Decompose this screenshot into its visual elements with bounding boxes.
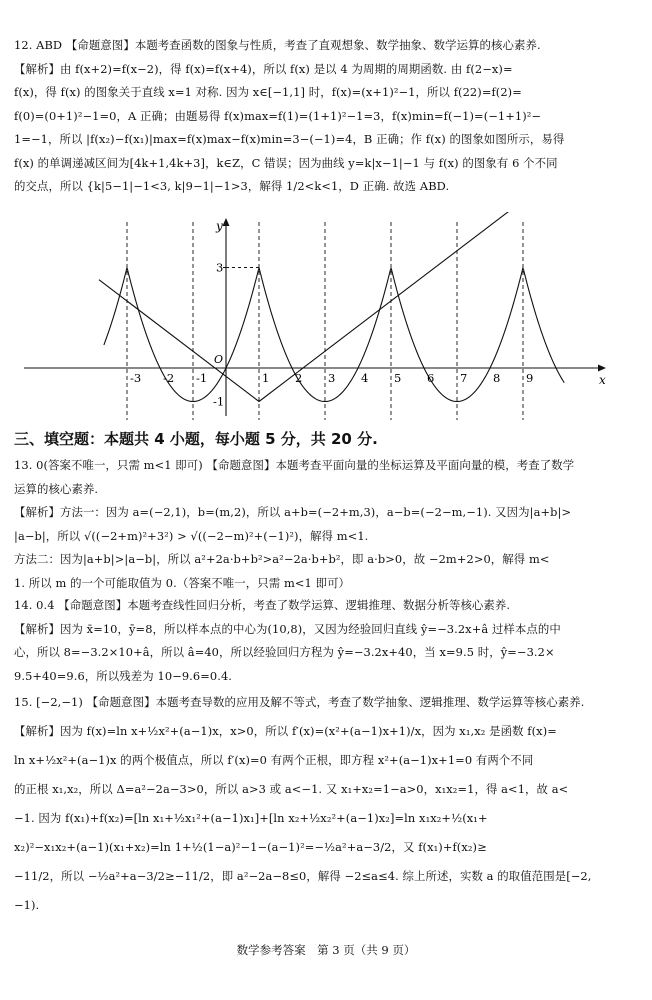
y-tick-label: -1 [213,394,225,409]
q14-line: 【解析】因为 x̄=10，ȳ=8，所以样本点的中心为(10,8)，又因为经验回归直线 ŷ=−3.2x+â 过样本点的中 [14,621,561,636]
x-tick-labels [130,371,533,385]
q15-line: −1. 因为 f(x₁)+f(x₂)=[ln x₁+½x₁²+(a−1)x₁]+[ln x₂+½x₂²+(a−1)x₂]=ln x₁x₂+½(x₁+ [14,811,488,825]
q13-block [14,454,638,595]
x-tick-label: 4 [361,371,369,385]
q15-line: 15. [−2,−1) 【命题意图】本题考查导数的应用及解不等式，考查了数学抽象、逻辑推理、数学运算等核心素养. [14,695,585,709]
y-axis [214,218,230,416]
q14-block [14,594,638,688]
x-tick-label: 9 [526,371,534,385]
q12-block [14,34,638,199]
q14-line: 心，所以 8=−3.2×10+â，所以 â=40，所以经验回归方程为 ŷ=−3.2x+40，当 x=9.5 时，ŷ=−3.2× [14,645,555,659]
q12-line: 12. ABD 【命题意图】本题考查函数的图象与性质，考查了直观想象、数学抽象、数学运算的核心素养. [14,38,541,52]
q15-line: x₂)²−x₁x₂+(a−1)(x₁+x₂)=ln 1+½(1−a)²−1−(a−1)²=−½a²+a−3/2，又 f(x₁)+f(x₂)≥ [14,840,487,854]
q12-line: f(0)=(0+1)²−1=0，A 正确；由题易得 f(x)max=f(1)=(1+1)²−1=3，f(x)min=f(−1)=(−1+1)²− [14,108,542,123]
x-tick-label: 7 [460,371,468,385]
q13-line: |a−b|，所以 √((−2+m)²+3²) > √((−2−m)²+(−1)²)，解得 m<1. [14,528,369,543]
q15-line: −1). [14,898,40,912]
q15-block [14,688,638,920]
x-tick-label: 2 [295,371,303,385]
q15-line: 【解析】因为 f(x)=ln x+½x²+(a−1)x，x>0，所以 f′(x)=(x²+(a−1)x+1)/x，因为 x₁,x₂ 是函数 f(x)= [14,724,557,738]
q14-line: 9.5+40=9.6，所以残差为 10−9.6=0.4. [14,668,233,683]
origin-label: O [214,353,224,366]
x-tick-label: -2 [163,371,175,385]
q13-line: 13. 0(答案不唯一，只需 m<1 即可) 【命题意图】本题考查平面向量的坐标运算及平面向量的模，考查了数学 [14,458,575,472]
x-tick-label: 8 [493,371,501,385]
x-axis-label: x [599,373,606,387]
x-tick-label: 3 [328,371,336,385]
q13-line: 1. 所以 m 的一个可能取值为 0.（答案不唯一，只需 m<1 即可） [14,575,351,590]
y-axis-label: y [216,219,223,233]
q15-line: 的正根 x₁,x₂，所以 Δ=a²−2a−3>0，所以 a>3 或 a<−1. 又 x₁+x₂=1−a>0，x₁x₂=1，得 a<1，故 a< [14,782,569,796]
q12-line: f(x) 的单调递减区间为[4k+1,4k+3]，k∈Z，C 错误；因为曲线 y=k|x−1|−1 与 f(x) 的图象有 6 个不同 [14,155,558,170]
q14-line: 14. 0.4 【命题意图】本题考查线性回归分析，考查了数学运算、逻辑推理、数据分析等核心素养. [14,598,511,612]
q15-line: −11/2，所以 −½a²+a−3/2≥−11/2，即 a²−2a−8≤0，解得 −2≤a≤4. 综上所述，实数 a 的取值范围是[−2, [14,869,592,883]
y-tick-label: 3 [216,260,224,275]
x-tick-label: 6 [427,371,435,385]
q12-line: f(x)，得 f(x) 的图象关于直线 x=1 对称. 因为 x∈[−1,1] 时，f(x)=(x+1)²−1，所以 f(22)=f(2)= [14,85,522,99]
reference-dashes [127,222,523,420]
x-tick-label: 1 [262,371,270,385]
q12-line: 1=−1，所以 |f(x₂)−f(x₁)|max=f(x)max−f(x)min=3−(−1)=4，B 正确；作 f(x) 的图象如图所示，易得 [14,132,565,146]
q13-line: 【解析】方法一：因为 a=(−2,1)，b=(m,2)，所以 a+b=(−2+m,3)，a−b=(−2−m,−1). 又因为|a+b|> [14,505,572,519]
x-tick-label: -3 [130,371,142,385]
q13-line: 方法二：因为|a+b|>|a−b|，所以 a²+2a·b+b²>a²−2a·b+b²，即 a·b>0，故 −2m+2>0，解得 m< [14,552,550,566]
section-heading-fill-in: 三、填空题：本题共 4 小题，每小题 5 分，共 20 分. [14,430,378,448]
q12-line: 【解析】由 f(x+2)=f(x−2)，得 f(x)=f(x+4)，所以 f(x) 是以 4 为周期的周期函数. 由 f(2−x)= [14,61,513,76]
x-tick-label: 5 [394,371,402,385]
q15-line: ln x+½x²+(a−1)x 的两个极值点，所以 f′(x)=0 有两个正根，即方程 x²+(a−1)x+1=0 有两个不同 [14,753,534,767]
x-tick-label: -1 [196,371,208,385]
q13-line: 运算的核心素养. [14,481,99,496]
q12-line: 的交点，所以 {k|5−1|−1<3, k|9−1|−1>3，解得 1/2<k<1，D 正确. 故选 ABD. [14,179,450,193]
page-footer: 数学参考答案 第 3 页（共 9 页） [236,943,416,957]
function-graph [14,212,614,420]
x-axis [24,365,606,388]
